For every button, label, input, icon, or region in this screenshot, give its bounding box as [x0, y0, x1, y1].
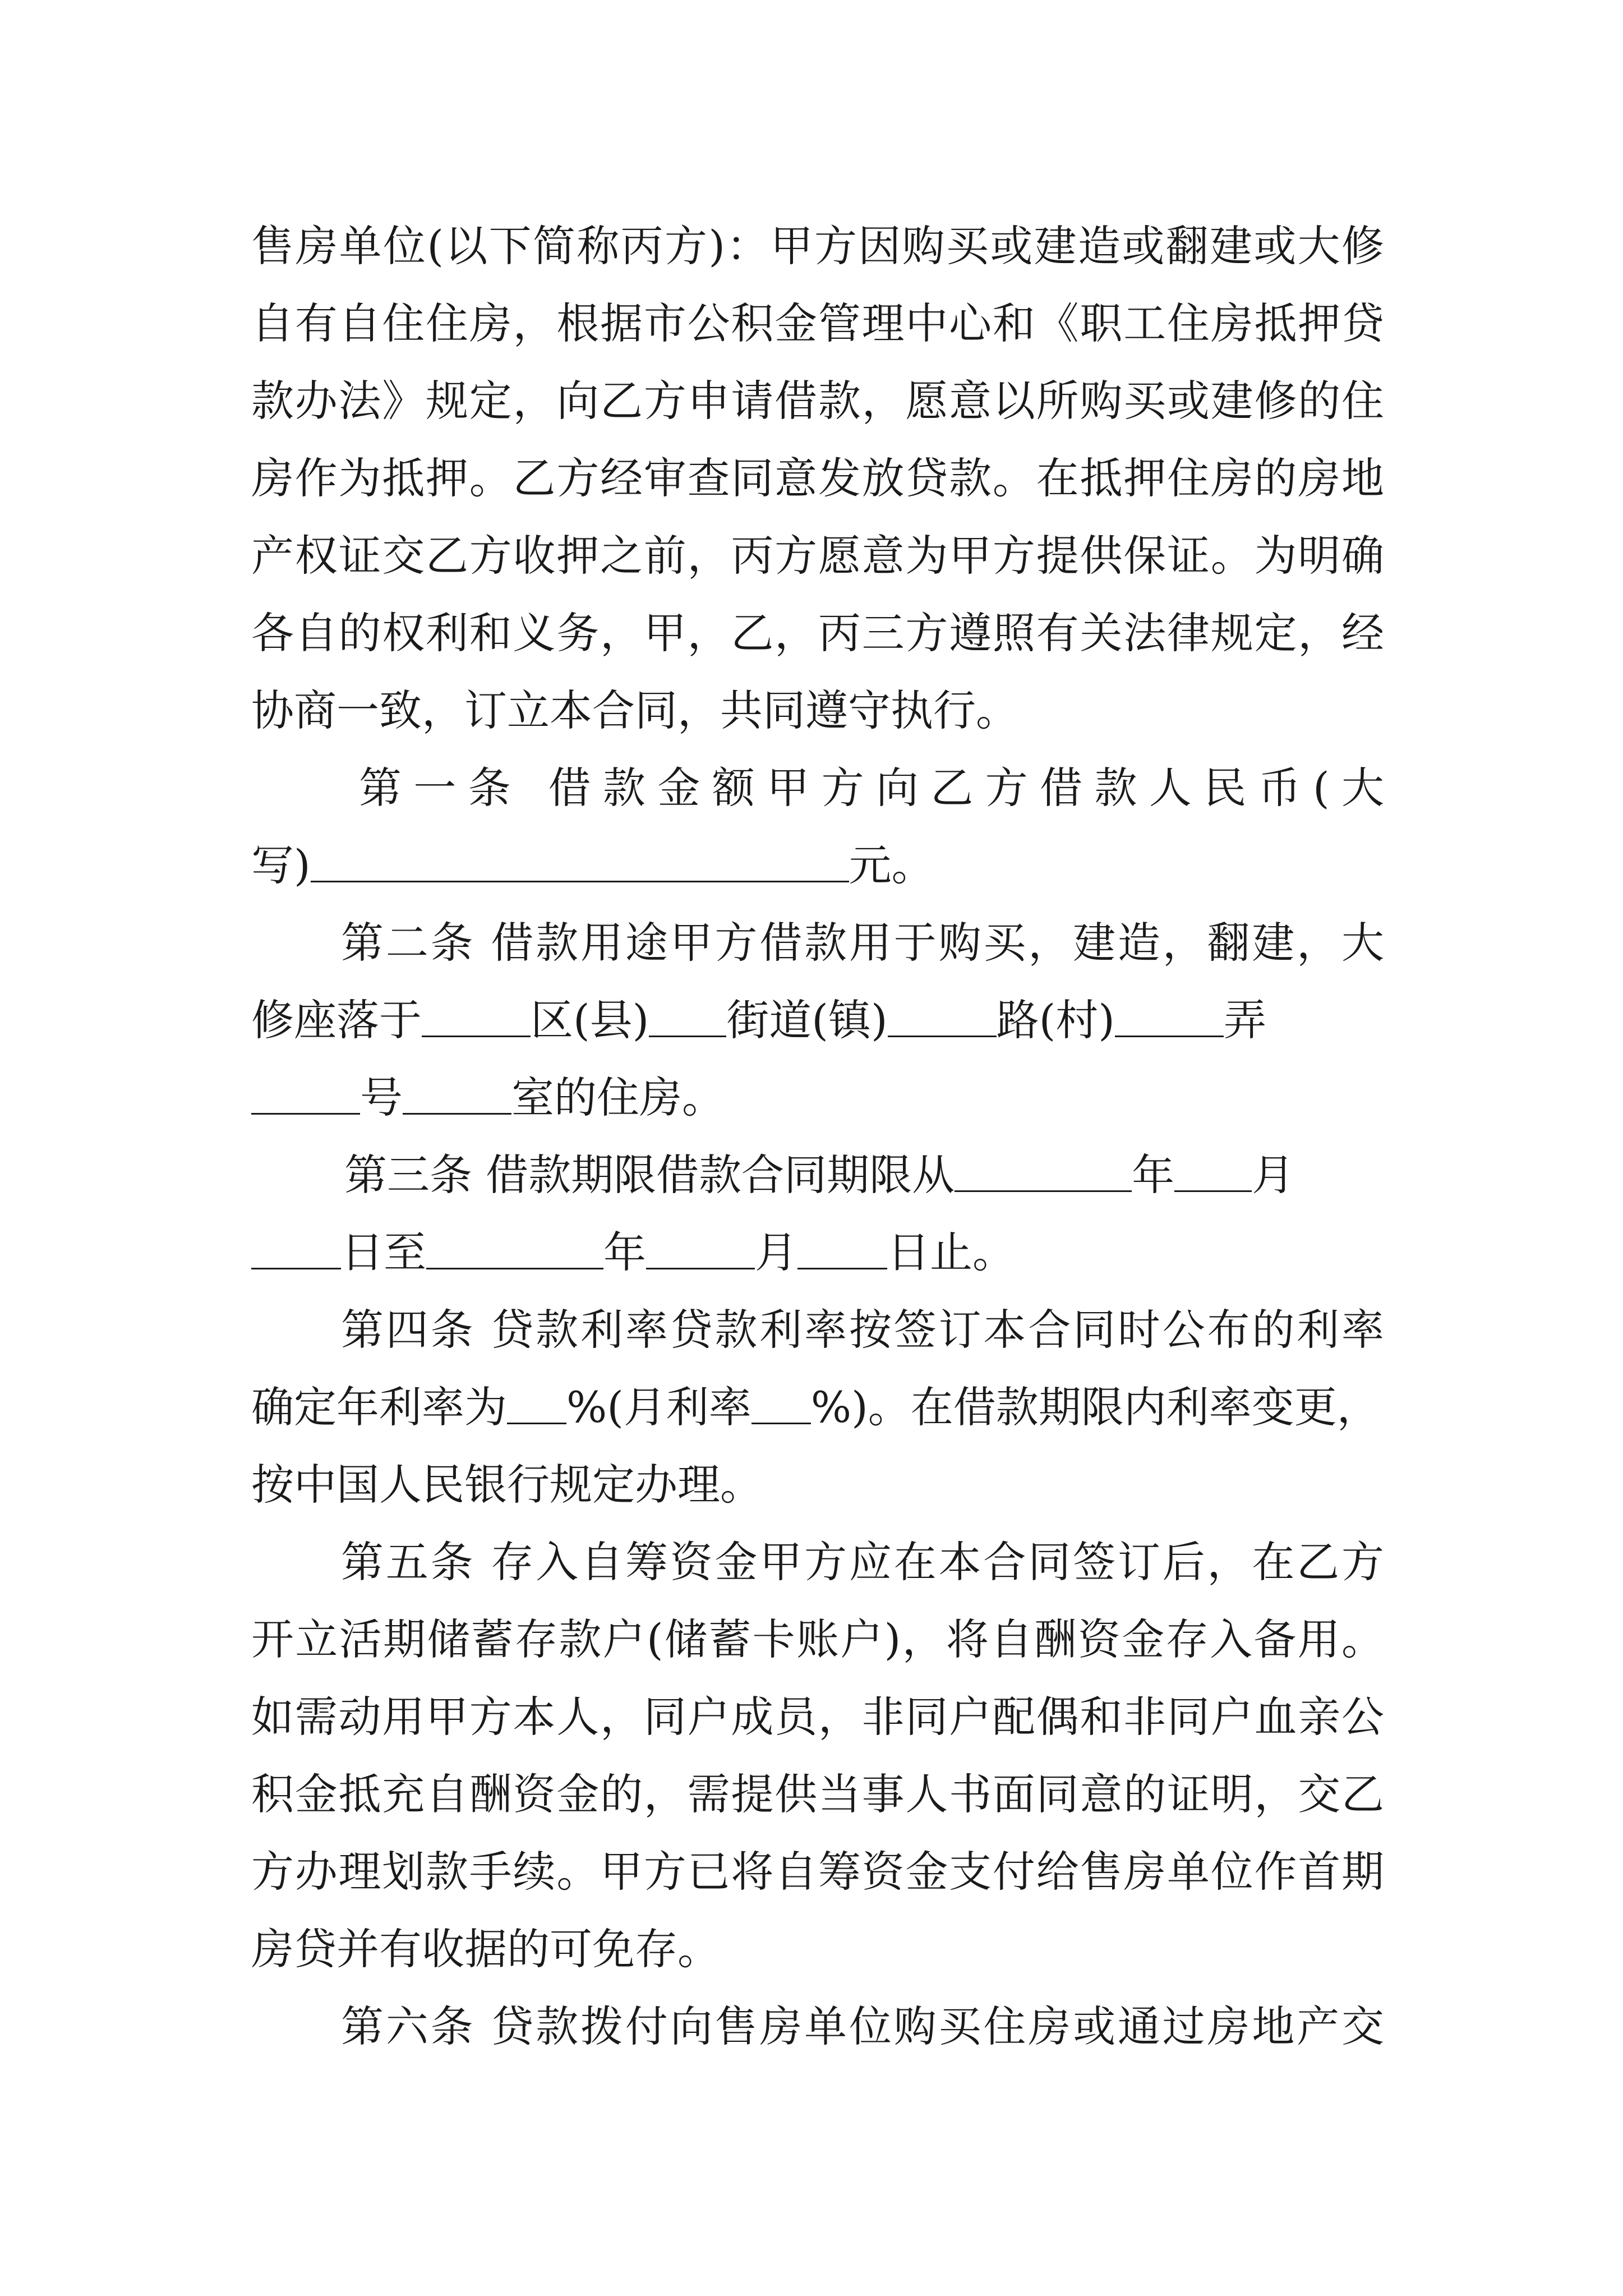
article-3-line-1: [251, 1137, 1384, 1214]
article-3-line-2: [251, 1214, 1384, 1291]
intro-line-7: 协商一致，订立本合同，共同遵守执行。: [251, 685, 1018, 735]
article-4-text-a: 确定年利率为: [251, 1382, 507, 1432]
street-blank[interactable]: [649, 995, 726, 1037]
article-2-text-g: 室的住房。: [511, 1073, 725, 1122]
article-4-line-2: [251, 1369, 1384, 1446]
article-5-line-6: 房贷并有收据的可免存。: [251, 1924, 720, 1974]
article-3-text-c: 月: [1252, 1150, 1295, 1200]
start-month-blank[interactable]: [1174, 1150, 1252, 1192]
article-2-text-f: 号: [360, 1073, 403, 1122]
article-4-text-b: %(月利率: [566, 1382, 751, 1432]
article-2-line-2: [251, 982, 1384, 1059]
intro-line-4: 房作为抵押。乙方经审查同意发放贷款。在抵押住房的房地: [251, 453, 1384, 503]
article-2-text-a: 修座落于: [251, 995, 422, 1045]
article-5-line-5: 方办理划款手续。甲方已将自筹资金支付给售房单位作首期: [251, 1847, 1384, 1897]
loan-amount-blank[interactable]: [311, 840, 849, 882]
article-3-text-a: 第三条 借款期限借款合同期限从: [344, 1150, 955, 1200]
intro-line-1: 售房单位(以下简称丙方)：甲方因购买或建造或翻建或大修: [251, 221, 1384, 271]
article-2-line-1: 第二条 借款用途甲方借款用于购买，建造，翻建，大: [341, 918, 1384, 968]
article-1-line-1: 第一条 借款金额甲方向乙方借款人民币(大: [359, 763, 1384, 813]
district-blank[interactable]: [422, 995, 531, 1037]
article-5-line-1: 第五条 存入自筹资金甲方应在本合同签订后，在乙方: [341, 1537, 1384, 1587]
article-3-text-d: 日至: [341, 1227, 426, 1277]
intro-line-6: 各自的权利和义务，甲，乙，丙三方遵照有关法律规定，经: [251, 608, 1384, 658]
article-4-line-1: 第四条 贷款利率贷款利率按签订本合同时公布的利率: [341, 1305, 1384, 1355]
lane-blank[interactable]: [1115, 995, 1224, 1037]
article-1-text-b: 元。: [849, 840, 934, 890]
article-3-text-f: 月: [755, 1227, 797, 1277]
start-year-blank[interactable]: [955, 1150, 1132, 1192]
contract-text: [251, 208, 1384, 2065]
article-1-text-a: 写): [251, 840, 311, 890]
intro-line-5: 产权证交乙方收押之前，丙方愿意为甲方提供保证。为明确: [251, 531, 1384, 581]
article-3-text-e: 年: [603, 1227, 646, 1277]
article-4-line-3: 按中国人民银行规定办理。: [251, 1460, 763, 1510]
article-2-text-b: 区(县): [531, 995, 649, 1045]
article-5-line-3: 如需动用甲方本人，同户成员，非同户配偶和非同户血亲公: [251, 1692, 1384, 1742]
intro-line-3: 款办法》规定，向乙方申请借款，愿意以所购买或建修的住: [251, 376, 1384, 426]
article-4-text-c: %)。在借款期限内利率变更，: [810, 1382, 1380, 1432]
article-5-line-4: 积金抵充自酬资金的，需提供当事人书面同意的证明，交乙: [251, 1769, 1384, 1819]
article-2-line-3: [251, 1059, 1384, 1137]
article-6-line-1: 第六条 贷款拨付向售房单位购买住房或通过房地产交: [341, 2001, 1384, 2051]
annual-rate-blank[interactable]: [507, 1382, 566, 1424]
end-day-blank[interactable]: [797, 1227, 887, 1269]
article-3-text-g: 日止。: [887, 1227, 1015, 1277]
article-2-text-e: 弄: [1223, 995, 1266, 1045]
monthly-rate-blank[interactable]: [751, 1382, 811, 1424]
article-3-text-b: 年: [1132, 1150, 1175, 1200]
article-5-line-2: 开立活期储蓄存款户(储蓄卡账户)，将自酬资金存入备用。: [251, 1614, 1384, 1664]
road-blank[interactable]: [888, 995, 997, 1037]
end-month-blank[interactable]: [646, 1227, 755, 1269]
start-day-blank[interactable]: [251, 1227, 341, 1269]
end-year-blank[interactable]: [426, 1227, 603, 1269]
article-2-text-d: 路(村): [996, 995, 1115, 1045]
intro-line-2: 自有自住住房，根据市公积金管理中心和《职工住房抵押贷: [251, 298, 1384, 348]
article-2-text-c: 街道(镇): [726, 995, 888, 1045]
number-blank[interactable]: [251, 1073, 360, 1115]
article-1-line-2: [251, 827, 1384, 904]
room-blank[interactable]: [403, 1073, 511, 1115]
